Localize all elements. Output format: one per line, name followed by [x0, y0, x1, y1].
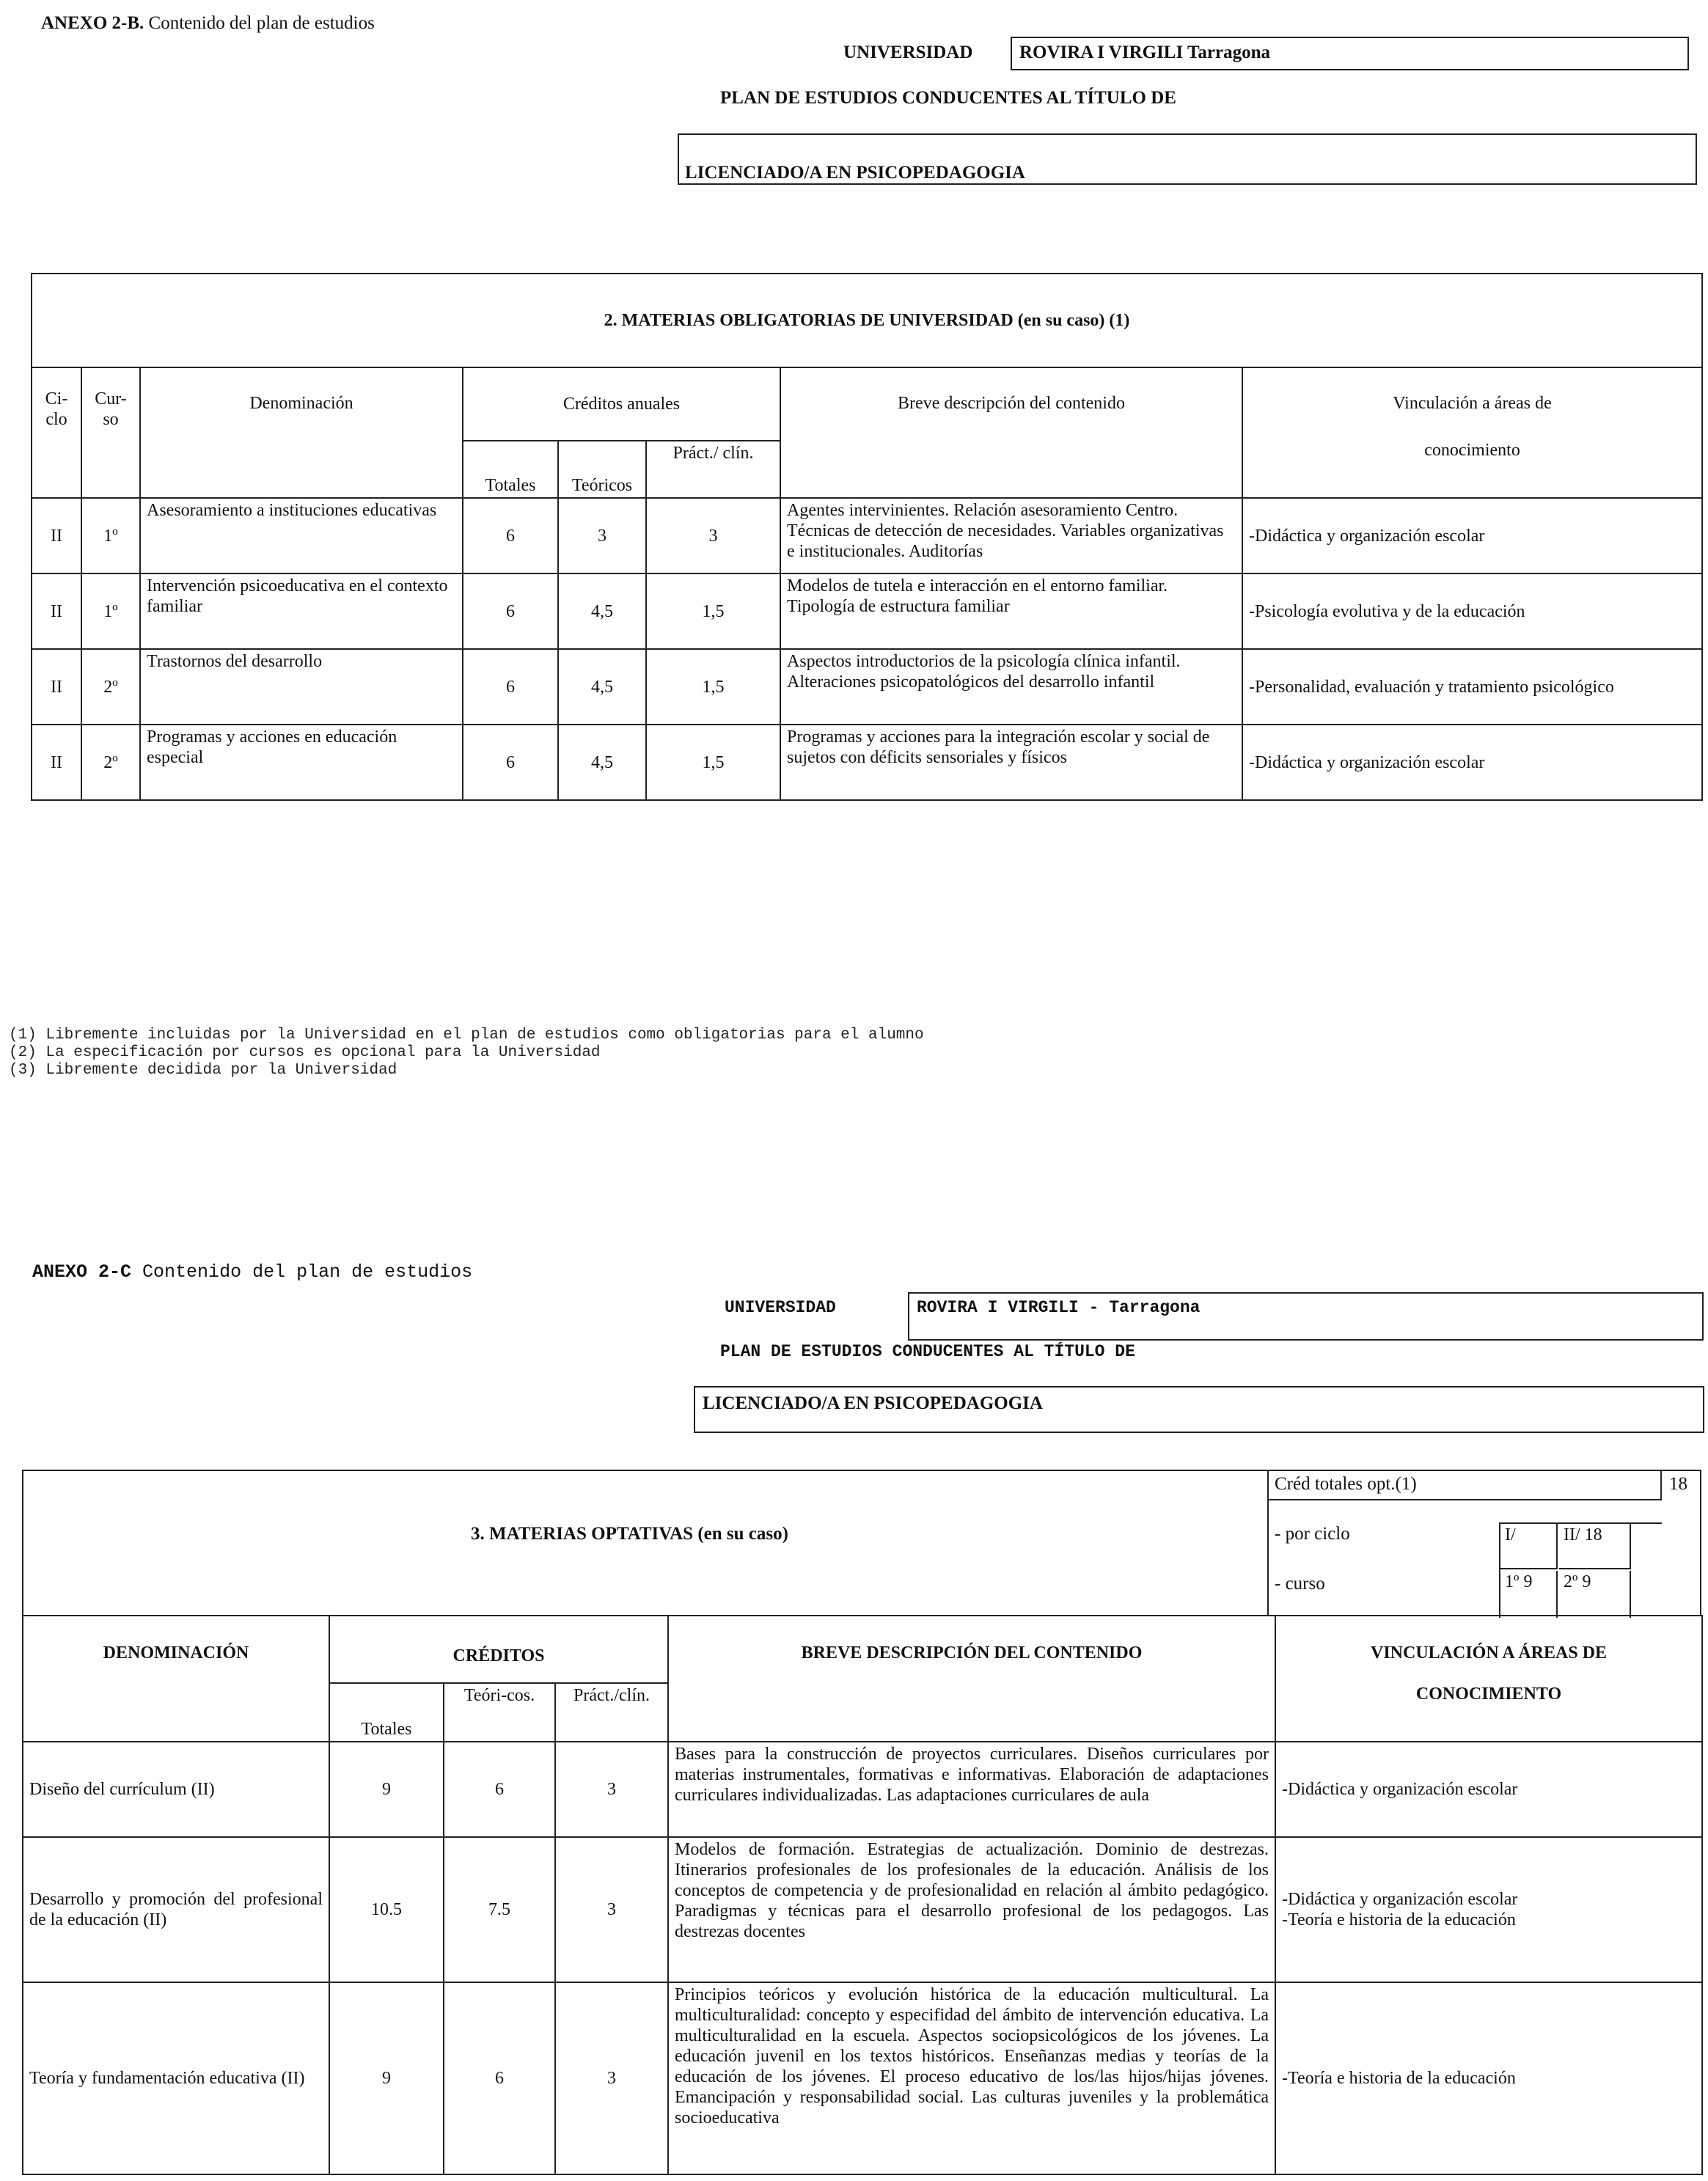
cell-descripcion: Bases para la construcción de proyectos curriculares. Diseños curriculares por materias instrumentales, formativas e informativas. Elaboración de adaptaciones curriculares individualizadas. Las adaptaciones curriculares de aula — [668, 1742, 1275, 1837]
header-descripcion: Breve descripción del contenido — [780, 367, 1242, 498]
cell-descripcion: Programas y acciones para la integración escolar y social de sujetos con déficits sensoriales y físicos — [780, 725, 1242, 800]
ciclo-2: II/ 18 — [1559, 1524, 1631, 1569]
header-descripcion: BREVE DESCRIPCIÓN DEL CONTENIDO — [668, 1616, 1275, 1742]
header-ciclo: Ci-clo — [32, 367, 81, 498]
cell-curso: 1º — [81, 573, 140, 649]
annex-b-title-bold: ANEXO 2-B. — [41, 13, 144, 33]
annex-c-university-box — [908, 1292, 1704, 1341]
cell-practicos: 3 — [555, 1982, 668, 2174]
annex-b-university-value: ROVIRA I VIRGILI Tarragona — [1019, 43, 1270, 62]
annex-b-degree: LICENCIADO/A EN PSICOPEDAGOGIA — [685, 163, 1025, 183]
header-vinculacion-line1: Vinculación a áreas de — [1393, 394, 1552, 413]
cell-practicos: 1,5 — [646, 725, 780, 800]
cell-descripcion: Aspectos introductorios de la psicología clínica infantil. Alteraciones psicopatológicos del desarrollo infantil — [780, 649, 1242, 725]
ciclo-label: - por ciclo — [1275, 1524, 1350, 1544]
header-vinculacion-line1: VINCULACIÓN A ÁREAS DE — [1370, 1643, 1608, 1663]
cell-teoricos: 6 — [444, 1742, 555, 1837]
header-totales: Totales — [463, 441, 558, 498]
cell-vinculacion: -Psicología evolutiva y de la educación — [1242, 573, 1702, 649]
annex-c-plan-label: PLAN DE ESTUDIOS CONDUCENTES AL TÍTULO DE — [720, 1342, 1135, 1361]
table-row — [23, 1742, 1702, 1837]
table-row — [32, 573, 1702, 649]
cell-denominacion: Desarrollo y promoción del profesional de la educación (II) — [23, 1837, 329, 1982]
cell-vinculacion: -Personalidad, evaluación y tratamiento psicológico — [1242, 649, 1702, 725]
cell-denominacion: Asesoramiento a instituciones educativas — [140, 498, 463, 573]
cell-denominacion: Intervención psicoeducativa en el contexto familiar — [140, 573, 463, 649]
cell-ciclo: II — [32, 725, 81, 800]
cell-teoricos: 3 — [558, 498, 646, 573]
table-row — [23, 1837, 1702, 1982]
annex-b-title — [41, 13, 375, 34]
annex-b-degree-box — [678, 133, 1697, 185]
annex-c-table-title: 3. MATERIAS OPTATIVAS (en su caso) — [471, 1524, 788, 1544]
footnote-3: (3) Libremente decidida por la Universidad — [9, 1062, 397, 1079]
cell-curso: 1º — [81, 498, 140, 573]
header-practicos: Práct./ clín. — [646, 441, 780, 498]
header-vinculacion-line2: conocimiento — [1424, 441, 1520, 460]
curso-1: 1º 9 — [1500, 1571, 1558, 1618]
cell-totales: 6 — [463, 573, 558, 649]
cell-vinculacion: -Didáctica y organización escolar — [1242, 498, 1702, 573]
annex-b-title-rest: Contenido del plan de estudios — [148, 13, 375, 33]
annex-c-title-bold: ANEXO 2-C — [32, 1261, 132, 1283]
cred-label: Créd totales opt.(1) — [1275, 1474, 1417, 1494]
cell-teoricos: 6 — [444, 1982, 555, 2174]
cell-practicos: 3 — [646, 498, 780, 573]
cell-vinculacion: -Didáctica y organización escolar — [1275, 1742, 1702, 1837]
cell-ciclo: II — [32, 573, 81, 649]
header-curso: Cur-so — [81, 367, 140, 498]
cell-vinculacion: -Didáctica y organización escolar — [1242, 725, 1702, 800]
cell-vinculacion: -Teoría e historia de la educación — [1275, 1982, 1702, 2174]
annex-c-university-value: ROVIRA I VIRGILI - Tarragona — [917, 1298, 1201, 1317]
header-practicos: Práct./clín. — [555, 1683, 668, 1742]
footnote-2: (2) La especificación por cursos es opcional para la Universidad — [9, 1044, 601, 1061]
cell-ciclo: II — [32, 498, 81, 573]
header-creditos: CRÉDITOS — [329, 1616, 668, 1683]
annex-b-university-box — [1011, 37, 1689, 70]
cell-denominacion: Teoría y fundamentación educativa (II) — [23, 1982, 329, 2174]
cell-practicos: 3 — [555, 1837, 668, 1982]
cell-descripcion: Modelos de formación. Estrategias de actualización. Dominio de destrezas. Itinerarios profesionales de los profesionales de la educación. Análisis de los conceptos de competencia y de profesionalidad en relación al ámbito pedagógico. Paradigmas y técnicas para el desarrollo profesional de los pedagogos. Las destrezas docentes — [668, 1837, 1275, 1982]
cell-descripcion: Principios teóricos y evolución histórica de la educación multicultural. La multiculturalidad: concepto y especifidad del ámbito de intervención educativa. La multiculturalidad en la escuela. Aspectos sociopsicológicos de los jóvenes. La educación juvenil en los textos históricos. Enseñanzas medias y teorías de la educación de los jóvenes. El proceso educativo de los/las hijos/hijas jóvenes. Emancipación y responsabilidad social. Las culturas juveniles y la problemática socioeducativa — [668, 1982, 1275, 2174]
cell-descripcion: Agentes intervinientes. Relación asesoramiento Centro. Técnicas de detección de necesidades. Variables organizativas e institucionales. Auditorías — [780, 498, 1242, 573]
header-creditos-anuales: Créditos anuales — [463, 367, 780, 441]
cell-denominacion: Trastornos del desarrollo — [140, 649, 463, 725]
header-denominacion: Denominación — [140, 367, 463, 498]
annex-b-university-label: UNIVERSIDAD — [843, 43, 973, 62]
cell-practicos: 1,5 — [646, 573, 780, 649]
cell-denominacion: Diseño del currículum (II) — [23, 1742, 329, 1837]
header-vinculacion — [1242, 367, 1702, 498]
cell-practicos: 1,5 — [646, 649, 780, 725]
footnote-1: (1) Libremente incluidas por la Universidad en el plan de estudios como obligatorias para el alumno — [9, 1027, 924, 1044]
header-vinculacion-line2: CONOCIMIENTO — [1415, 1685, 1562, 1704]
table-row — [32, 498, 1702, 573]
cell-totales: 10.5 — [329, 1837, 444, 1982]
annex-c-title-rest: Contenido del plan de estudios — [142, 1261, 473, 1283]
table-row — [32, 725, 1702, 800]
cell-curso: 2º — [81, 649, 140, 725]
ciclo-1: I/ — [1500, 1524, 1558, 1569]
cell-teoricos: 4,5 — [558, 573, 646, 649]
annex-c-degree-box — [694, 1386, 1704, 1433]
annex-c-title — [32, 1261, 472, 1283]
header-totales: Totales — [329, 1683, 444, 1742]
table-row — [32, 649, 1702, 725]
annex-c-table — [22, 1615, 1703, 2175]
cell-totales: 6 — [463, 498, 558, 573]
cell-practicos: 3 — [555, 1742, 668, 1837]
cell-denominacion: Programas y acciones en educación especial — [140, 725, 463, 800]
cell-totales: 9 — [329, 1982, 444, 2174]
annex-c-degree: LICENCIADO/A EN PSICOPEDAGOGIA — [703, 1393, 1043, 1413]
cred-label-cell — [1269, 1471, 1662, 1500]
curso-label: - curso — [1275, 1574, 1325, 1594]
annex-b-footnotes — [9, 1027, 924, 1079]
cell-descripcion: Modelos de tutela e interacción en el entorno familiar. Tipología de estructura familiar — [780, 573, 1242, 649]
annex-b-table — [31, 273, 1703, 801]
cell-totales: 6 — [463, 649, 558, 725]
cell-totales: 6 — [463, 725, 558, 800]
table-row — [23, 1982, 1702, 2174]
annex-c-top-block — [22, 1470, 1701, 1616]
annex-b-plan-label: PLAN DE ESTUDIOS CONDUCENTES AL TÍTULO DE — [720, 88, 1176, 108]
annex-c-university-label: UNIVERSIDAD — [725, 1298, 836, 1317]
annex-b-table-title: 2. MATERIAS OBLIGATORIAS DE UNIVERSIDAD (en su caso) (1) — [32, 274, 1702, 367]
header-vinculacion — [1275, 1616, 1702, 1742]
cell-teoricos: 4,5 — [558, 725, 646, 800]
cell-totales: 9 — [329, 1742, 444, 1837]
curso-2: 2º 9 — [1559, 1571, 1631, 1618]
cell-vinculacion: -Didáctica y organización escolar -Teoría e historia de la educación — [1275, 1837, 1702, 1982]
ciclo-curso-grid — [1499, 1522, 1662, 1618]
header-denominacion: DENOMINACIÓN — [23, 1616, 329, 1742]
cell-teoricos: 7.5 — [444, 1837, 555, 1982]
header-teoricos: Teóri-cos. — [444, 1683, 555, 1742]
header-teoricos: Teóricos — [558, 441, 646, 498]
cell-ciclo: II — [32, 649, 81, 725]
cell-teoricos: 4,5 — [558, 649, 646, 725]
cred-value: 18 — [1669, 1474, 1687, 1494]
cell-curso: 2º — [81, 725, 140, 800]
